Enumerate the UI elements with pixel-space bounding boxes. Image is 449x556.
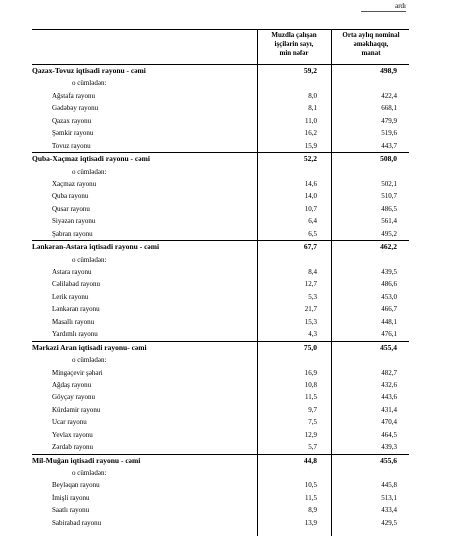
column-header-wage-line3: manat	[361, 49, 381, 57]
workers-value: 44,8	[303, 455, 317, 465]
table-row	[32, 291, 409, 303]
subheading-row	[32, 166, 409, 178]
region-total-row	[32, 152, 409, 165]
workers-value: 6,4	[308, 217, 317, 226]
row-name: Zərdab rayonu	[52, 443, 94, 452]
row-name: Quba-Xaçmaz iqtisadi rayonu - cəmi	[32, 154, 150, 164]
column-header-workers-line1: Muzdla çalışan	[271, 31, 317, 39]
table-row	[32, 140, 409, 152]
row-name: o cümlədən:	[72, 255, 107, 264]
workers-value: 7,5	[308, 418, 317, 427]
row-name: Mərkəzi Aran iqtisadi rayonu- cəmi	[32, 342, 147, 352]
workers-value: 14,6	[304, 179, 317, 188]
table-row	[32, 492, 409, 504]
continued-label: ardı	[361, 2, 406, 12]
table-row	[32, 190, 409, 202]
wage-value: 422,4	[381, 91, 397, 100]
row-name: Lənkəran-Astara iqtisadi rayonu - cəmi	[32, 242, 160, 252]
row-name: o cümlədən:	[72, 167, 107, 176]
table-row	[32, 215, 409, 227]
region-total-row	[32, 65, 409, 77]
wage-value: 466,7	[381, 305, 397, 314]
row-name: Xaçmaz rayonu	[52, 179, 97, 188]
workers-value: 52,2	[303, 154, 317, 164]
row-name: Kürdəmir rayonu	[52, 405, 101, 414]
column-header-wage-line1: Orta aylıq nominal	[342, 31, 400, 39]
wage-value: 455,6	[380, 455, 397, 465]
row-name: Ucar rayonu	[52, 418, 87, 427]
wage-value: 513,1	[381, 493, 397, 502]
table-row	[32, 504, 409, 516]
wage-value: 445,8	[381, 481, 397, 490]
column-header-wage-line2: əməkhaqqı,	[353, 40, 389, 48]
table-row	[32, 429, 409, 441]
column-header-workers	[258, 31, 330, 58]
column-header-wage	[332, 31, 410, 58]
workers-value: 14,0	[304, 192, 317, 201]
table-row	[32, 441, 409, 453]
row-name: Yardımlı rayonu	[52, 330, 98, 339]
region-total-row	[32, 240, 409, 253]
table-row	[32, 90, 409, 102]
row-name: Qusar rayonu	[52, 204, 90, 213]
wage-value: 439,5	[381, 268, 397, 276]
table-row	[32, 266, 409, 278]
table-body	[32, 65, 409, 529]
table-top-rule	[32, 29, 409, 30]
wage-value: 443,6	[381, 393, 397, 402]
row-name: Cəlilabad rayonu	[52, 280, 101, 289]
region-total-row	[32, 454, 409, 467]
workers-value: 15,3	[304, 317, 317, 326]
workers-value: 5,3	[308, 292, 317, 301]
row-name: Lənkəran rayonu	[52, 305, 100, 314]
wage-value: 453,0	[381, 292, 397, 301]
row-name: o cümlədən:	[72, 79, 107, 88]
row-name: Mingəçevir şəhəri	[52, 368, 103, 377]
workers-value: 10,7	[304, 204, 317, 213]
wage-value: 455,4	[380, 342, 397, 352]
row-name: Ağdaş rayonu	[52, 380, 92, 389]
table-row	[32, 228, 409, 240]
wage-value: 486,5	[381, 204, 397, 213]
row-name: Masallı rayonu	[52, 317, 95, 326]
table-row	[32, 328, 409, 340]
table-row	[32, 416, 409, 428]
table-row	[32, 115, 409, 127]
table-row	[32, 517, 409, 529]
workers-value: 16,9	[304, 368, 317, 377]
row-name: o cümlədən:	[72, 469, 107, 477]
column-header-workers-line3: min nəfər	[279, 49, 309, 57]
row-name: Göyçay rayonu	[52, 393, 95, 402]
subheading-row	[32, 354, 409, 366]
wage-value: 495,2	[381, 229, 397, 238]
table-row	[32, 479, 409, 491]
table-row	[32, 379, 409, 391]
wage-value: 429,5	[381, 518, 397, 527]
workers-value: 75,0	[303, 342, 317, 352]
row-name: İmişli rayonu	[52, 493, 90, 502]
subheading-row	[32, 467, 409, 479]
row-name: Şəmkir rayonu	[52, 129, 94, 138]
row-name: Şabran rayonu	[52, 229, 93, 238]
workers-value: 8,4	[308, 268, 317, 276]
wage-value: 462,2	[380, 242, 397, 252]
wage-value: 470,4	[381, 418, 397, 427]
row-name: Sabirabad rayonu	[52, 518, 102, 527]
row-name: Qazax rayonu	[52, 116, 92, 125]
workers-value: 11,5	[305, 393, 317, 402]
wage-value: 519,6	[381, 129, 397, 138]
subheading-row	[32, 77, 409, 89]
wage-value: 432,6	[381, 380, 397, 389]
workers-value: 8,9	[308, 506, 317, 515]
row-name: Ağstafa rayonu	[52, 91, 95, 100]
workers-value: 12,9	[304, 430, 317, 439]
wage-value: 486,6	[381, 280, 397, 289]
wage-value: 502,1	[381, 179, 397, 188]
region-total-row	[32, 341, 409, 354]
workers-value: 5,7	[308, 443, 317, 452]
workers-value: 21,7	[304, 305, 317, 314]
row-name: Beyləqan rayonu	[52, 481, 100, 490]
workers-value: 11,5	[305, 493, 317, 502]
table-row	[32, 127, 409, 139]
workers-value: 4,3	[308, 330, 317, 339]
row-name: Mil-Muğan iqtisadi rayonu - cəmi	[32, 455, 141, 465]
row-name: Tovuz rayonu	[52, 141, 91, 150]
workers-value: 59,2	[303, 66, 317, 75]
wage-value: 439,3	[381, 443, 397, 452]
wage-value: 479,9	[381, 116, 397, 125]
wage-value: 464,5	[381, 430, 397, 439]
table-row	[32, 316, 409, 328]
wage-value: 498,9	[380, 66, 397, 75]
workers-value: 8,0	[308, 91, 317, 100]
workers-value: 10,8	[304, 380, 317, 389]
table-row	[32, 367, 409, 379]
workers-value: 11,0	[305, 116, 317, 125]
table-row	[32, 203, 409, 215]
subheading-row	[32, 254, 409, 266]
wage-value: 431,4	[381, 405, 397, 414]
workers-value: 10,5	[304, 481, 317, 490]
column-header-workers-line2: işçilərin sayı,	[274, 40, 314, 48]
table-row	[32, 303, 409, 315]
wage-value: 510,7	[381, 192, 397, 201]
workers-value: 13,9	[304, 518, 317, 527]
workers-value: 16,2	[304, 129, 317, 138]
workers-value: 9,7	[308, 405, 317, 414]
row-name: Quba rayonu	[52, 192, 89, 201]
row-name: Qazax-Tovuz iqtisadi rayonu - cəmi	[32, 66, 146, 75]
workers-value: 15,9	[304, 141, 317, 150]
wage-value: 482,7	[381, 368, 397, 377]
row-name: Lerik rayonu	[52, 292, 89, 301]
row-name: Yevlax rayonu	[52, 430, 93, 439]
table-row	[32, 102, 409, 114]
row-name: Siyəzən rayonu	[52, 217, 96, 226]
workers-value: 67,7	[303, 242, 317, 252]
workers-value: 8,1	[308, 104, 317, 113]
table-row	[32, 178, 409, 190]
workers-value: 6,5	[308, 229, 317, 238]
table-row	[32, 404, 409, 416]
wage-value: 561,4	[381, 217, 397, 226]
row-name: Astara rayonu	[52, 268, 92, 276]
workers-value: 12,7	[304, 280, 317, 289]
wage-value: 508,0	[380, 154, 397, 164]
table-row	[32, 391, 409, 403]
wage-value: 476,1	[381, 330, 397, 339]
wage-value: 448,1	[381, 317, 397, 326]
row-name: Saatlı rayonu	[52, 506, 90, 515]
wage-value: 443,7	[381, 141, 397, 150]
row-name: Gədəbəy rayonu	[52, 104, 99, 113]
wage-value: 433,4	[381, 506, 397, 515]
wage-value: 668,1	[381, 104, 397, 113]
row-name: o cümlədən:	[72, 356, 107, 365]
table-row	[32, 278, 409, 290]
